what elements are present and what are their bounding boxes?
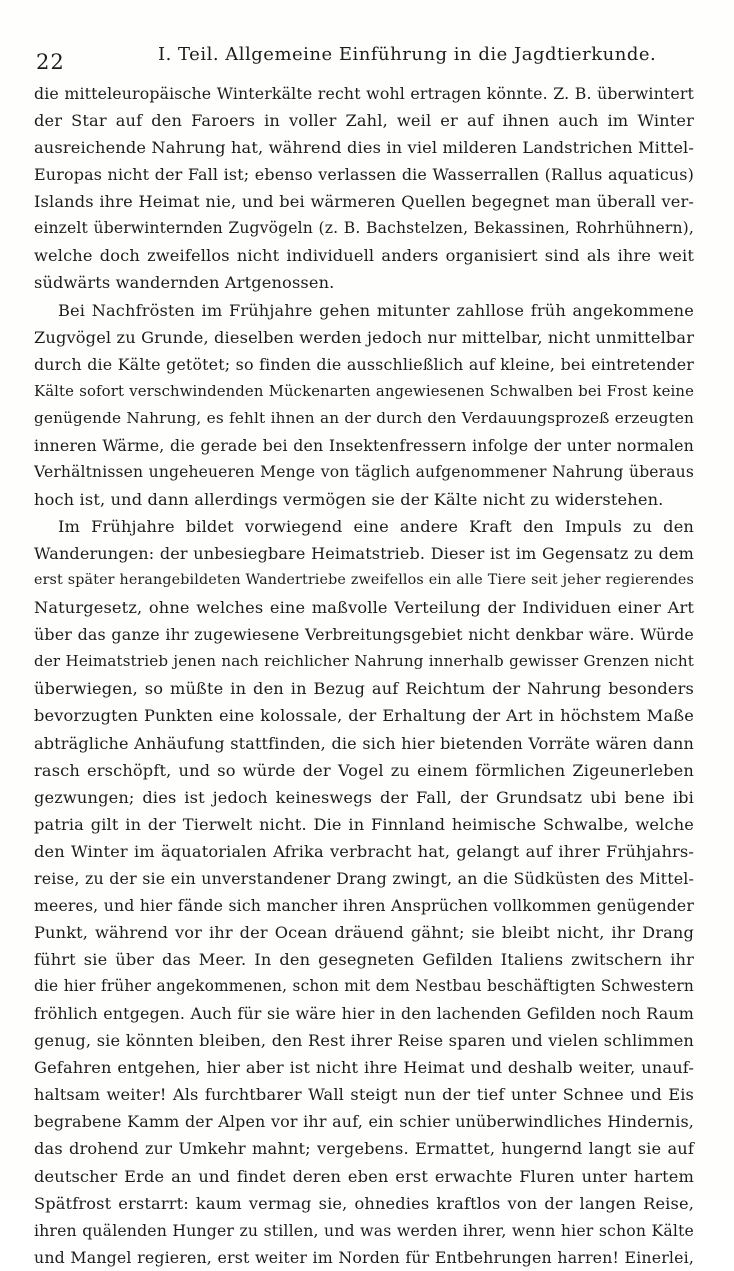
text-line: Im Frühjahre bildet vorwiegend eine andere Kraft den Impuls zu den [58, 517, 694, 536]
text-line: gezwungen; dies ist jedoch keineswegs der Fall, der Grundsatz ubi bene ibi [34, 787, 694, 807]
text-line: ausreichende Nahrung hat, während dies in viel milderen Landstrichen Mittel- [34, 138, 694, 158]
body-text [34, 80, 694, 1271]
text-line: ihren quälenden Hunger zu stillen, und was werden ihrer, wenn hier schon Kälte [34, 1220, 694, 1240]
running-head [36, 44, 696, 74]
text-line: überwiegen, so müßte in den in Bezug auf Reichtum der Nahrung besonders [34, 679, 694, 699]
text-line: welche doch zweifellos nicht individuell anders organisiert sind als ihre weit [34, 246, 694, 266]
text-line: genügende Nahrung, es fehlt ihnen an der durch den Verdauungsprozeß erzeugten [34, 408, 694, 427]
text-line: patria gilt in der Tierwelt nicht. Die in Finnland heimische Schwalbe, welche [34, 814, 694, 834]
text-line: Wanderungen: der unbesiegbare Heimatstrieb. Dieser ist im Gegensatz zu dem [34, 544, 694, 564]
text-line: hoch ist, und dann allerdings vermögen sie der Kälte nicht zu widerstehen. [34, 489, 664, 509]
text-line: den Winter im äquatorialen Afrika verbracht hat, gelangt auf ihrer Frühjahrs- [34, 841, 694, 861]
text-line: Kälte sofort verschwindenden Mückenarten angewiesenen Schwalben bei Frost keine [34, 382, 694, 400]
text-line: über das ganze ihr zugewiesene Verbreitungsgebiet nicht denkbar wäre. Würde [34, 625, 694, 645]
text-line: abträgliche Anhäufung stattfinden, die sich hier bietenden Vorräte wären dann [34, 733, 694, 753]
running-title: I. Teil. Allgemeine Einführung in die Jagdtierkunde. [158, 44, 657, 65]
text-line: der Heimatstrieb jenen nach reichlicher Nahrung innerhalb gewisser Grenzen nicht [34, 652, 694, 671]
text-line: Zugvögel zu Grunde, dieselben werden jedoch nur mittelbar, nicht unmittelbar [34, 327, 695, 347]
text-line: Spätfrost erstarrt: kaum vermag sie, ohnedies kraftlos von der langen Reise, [34, 1193, 694, 1213]
text-line: bevorzugten Punkten eine kolossale, der Erhaltung der Art in höchstem Maße [34, 706, 694, 726]
text-line: Islands ihre Heimat nie, und bei wärmeren Quellen begegnet man überall ver- [34, 192, 694, 212]
text-line: die hier früher angekommenen, schon mit dem Nestbau beschäftigten Schwestern [34, 977, 694, 996]
text-line: reise, zu der sie ein unverstandener Drang zwingt, an die Südküsten des Mittel- [34, 868, 694, 888]
text-line: haltsam weiter! Als furchtbarer Wall steigt nun der tief unter Schnee und Eis [34, 1085, 694, 1105]
text-line: der Star auf den Faroers in voller Zahl, weil er auf ihnen auch im Winter [34, 111, 694, 131]
text-line: und Mangel regieren, erst weiter im Norden für Entbehrungen harren! Einerlei, [34, 1247, 694, 1267]
text-line: durch die Kälte getötet; so finden die ausschließlich auf kleine, bei eintretender [34, 354, 694, 374]
text-line: inneren Wärme, die gerade bei den Insektenfressern infolge der unter normalen [34, 435, 694, 455]
page-number: 22 [36, 50, 65, 74]
text-line: Bei Nachfrösten im Frühjahre gehen mitunter zahllose früh angekommene [58, 300, 694, 320]
text-line: meeres, und hier fände sich mancher ihren Ansprüchen vollkommen genügender [34, 895, 694, 915]
text-line: genug, sie könnten bleiben, den Rest ihrer Reise sparen und vielen schlimmen [34, 1031, 694, 1051]
text-line: führt sie über das Meer. In den gesegneten Gefilden Italiens zwitschern ihr [34, 950, 694, 969]
text-line: die mitteleuropäische Winterkälte recht wohl ertragen könnte. Z. B. überwintert [34, 84, 694, 103]
text-line: das drohend zur Umkehr mahnt; vergebens. Ermattet, hungernd langt sie auf [34, 1139, 694, 1159]
text-line: deutscher Erde an und findet deren eben erst erwachte Fluren unter hartem [34, 1166, 694, 1186]
text-line: Verhältnissen ungeheueren Menge von täglich aufgenommener Nahrung überaus [34, 462, 694, 481]
text-line: einzelt überwinternden Zugvögeln (z. B. Bachstelzen, Bekassinen, Rohrhühnern), [34, 219, 694, 238]
text-line: Punkt, während vor ihr der Ocean dräuend gähnt; sie bleibt nicht, ihr Drang [34, 922, 694, 942]
text-line: Naturgesetz, ohne welches eine maßvolle Verteilung der Individuen einer Art [34, 598, 694, 618]
text-line: erst später herangebildeten Wandertriebe zweifellos ein alle Tiere seit jeher regierendes [34, 572, 694, 589]
text-line: fröhlich entgegen. Auch für sie wäre hier in den lachenden Gefilden noch Raum [34, 1004, 694, 1024]
text-line: Europas nicht der Fall ist; ebenso verlassen die Wasserrallen (Rallus aquaticus) [34, 165, 694, 185]
text-line: Gefahren entgehen, hier aber ist nicht ihre Heimat und deshalb weiter, unauf- [34, 1058, 694, 1078]
text-line: begrabene Kamm der Alpen vor ihr auf, ein schier unüberwindliches Hindernis, [34, 1112, 694, 1132]
text-line: rasch erschöpft, und so würde der Vogel zu einem förmlichen Zigeunerleben [34, 760, 694, 780]
text-line: südwärts wandernden Artgenossen. [34, 273, 335, 293]
